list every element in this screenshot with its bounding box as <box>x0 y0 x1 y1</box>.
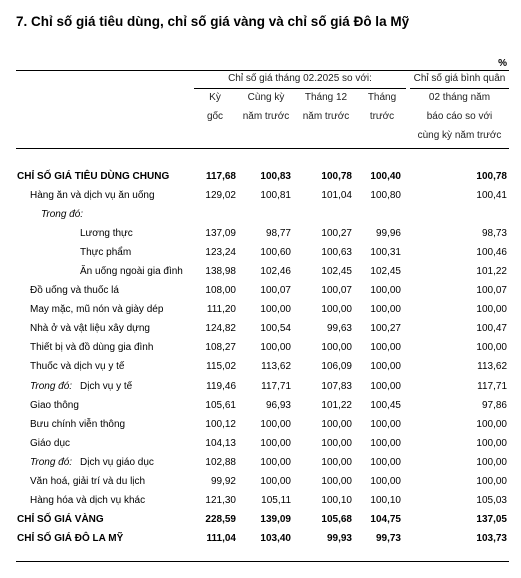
cell-prev-month: 102,45 <box>370 266 401 278</box>
header-group2-line2: 02 tháng năm <box>428 92 491 103</box>
cell-prev-month: 100,10 <box>370 494 401 506</box>
cell-avg: 97,86 <box>481 399 507 411</box>
header-col1-line1: Kỳ <box>209 92 221 103</box>
cell-dec: 99,93 <box>326 532 352 544</box>
table-row <box>0 225 521 244</box>
unit-label: % <box>498 58 507 69</box>
cell-dec: 100,07 <box>321 285 352 297</box>
cell-same-period: 100,00 <box>260 342 291 354</box>
cell-dec: 100,63 <box>321 247 352 259</box>
cell-same-period: 100,00 <box>260 475 291 487</box>
cell-base: 111,20 <box>206 304 236 316</box>
cell-same-period: 100,00 <box>260 456 291 468</box>
cell-same-period: 102,46 <box>260 266 291 278</box>
cell-dec: 101,04 <box>321 190 352 202</box>
header-col1-line2: gốc <box>206 111 224 122</box>
cell-avg: 100,00 <box>476 304 507 316</box>
cell-prev-month: 100,31 <box>370 247 401 259</box>
cell-prev-month: 100,00 <box>370 304 401 316</box>
cell-dec: 107,83 <box>321 380 352 392</box>
cell-same-period: 100,07 <box>260 285 291 297</box>
table-row <box>0 301 521 320</box>
row-label: Ăn uống ngoài gia đình <box>80 266 183 278</box>
row-label: Đồ uống và thuốc lá <box>30 285 119 297</box>
cell-prev-month: 100,00 <box>370 285 401 297</box>
header-col3-line1: Tháng 12 <box>304 92 348 103</box>
table-row <box>0 378 521 397</box>
table-row <box>0 492 521 511</box>
row-label: CHỈ SỐ GIÁ VÀNG <box>17 513 104 525</box>
row-label: Dịch vụ y tế <box>80 380 133 392</box>
row-label: Hàng hóa và dịch vụ khác <box>30 494 146 506</box>
cell-prev-month: 100,00 <box>370 437 401 449</box>
header-group1: Chỉ số giá tháng 02.2025 so với: <box>228 73 372 84</box>
row-label: Giáo dục <box>30 437 71 449</box>
cell-same-period: 100,54 <box>260 323 291 335</box>
header-col4-line1: Tháng <box>367 92 397 103</box>
cell-prev-month: 100,00 <box>370 342 401 354</box>
cell-same-period: 100,83 <box>260 171 291 182</box>
row-label: Nhà ở và vật liệu xây dựng <box>30 323 150 335</box>
cell-base: 108,00 <box>205 285 236 297</box>
cell-base: 228,59 <box>205 513 236 525</box>
cell-prev-month: 99,96 <box>375 228 401 240</box>
row-label: Giao thông <box>30 399 79 411</box>
cell-base: 105,61 <box>205 399 236 411</box>
cell-base: 121,30 <box>205 494 236 506</box>
cell-avg: 100,47 <box>476 323 507 335</box>
row-label: CHỈ SỐ GIÁ ĐÔ LA MỸ <box>17 532 124 544</box>
cell-avg: 100,00 <box>476 456 507 468</box>
cell-dec: 102,45 <box>321 266 352 278</box>
cell-same-period: 139,09 <box>260 513 291 525</box>
cell-same-period: 100,00 <box>260 418 291 430</box>
table-row <box>0 530 521 549</box>
row-label: Bưu chính viễn thông <box>30 418 126 430</box>
cell-prev-month: 100,00 <box>370 380 401 392</box>
cell-dec: 100,00 <box>321 475 352 487</box>
cell-base: 115,02 <box>206 361 236 373</box>
cell-same-period: 100,60 <box>260 247 291 259</box>
cell-prev-month: 100,00 <box>370 418 401 430</box>
cell-base: 119,46 <box>206 380 236 392</box>
table-row <box>0 339 521 358</box>
header-bottom-rule <box>16 148 509 149</box>
cell-same-period: 100,81 <box>260 190 291 202</box>
cell-base: 123,24 <box>205 247 236 259</box>
row-label: Thực phẩm <box>80 247 132 259</box>
table-row <box>0 320 521 339</box>
page-title: 7. Chỉ số giá tiêu dùng, chỉ số giá vàng và chỉ số giá Đô la Mỹ <box>16 14 410 29</box>
row-label: May mặc, mũ nón và giày dép <box>30 304 164 316</box>
cell-dec: 100,00 <box>321 342 352 354</box>
row-label: Hàng ăn và dịch vụ ăn uống <box>30 190 155 202</box>
cell-prev-month: 100,45 <box>370 399 401 411</box>
cell-dec: 100,27 <box>321 228 352 240</box>
cell-dec: 100,00 <box>321 304 352 316</box>
cell-base: 99,92 <box>210 475 236 487</box>
cell-avg: 100,78 <box>476 171 507 182</box>
cell-avg: 100,00 <box>476 475 507 487</box>
table-row <box>0 435 521 454</box>
cell-base: 111,04 <box>206 532 236 544</box>
cell-prev-month: 100,00 <box>370 475 401 487</box>
table-row <box>0 473 521 492</box>
cell-same-period: 113,62 <box>261 361 291 373</box>
cell-prev-month: 100,00 <box>370 361 401 373</box>
cell-base: 117,68 <box>205 171 236 182</box>
header-col2-line2: năm trước <box>242 111 290 122</box>
cell-same-period: 98,77 <box>265 228 291 240</box>
table-row <box>0 282 521 301</box>
row-label: CHỈ SỐ GIÁ TIÊU DÙNG CHUNG <box>17 171 170 182</box>
cell-same-period: 117,71 <box>261 380 291 392</box>
cell-avg: 100,00 <box>476 342 507 354</box>
row-label: Thiết bị và đồ dùng gia đình <box>30 342 154 354</box>
cell-base: 100,12 <box>205 418 236 430</box>
cell-avg: 113,62 <box>477 361 507 373</box>
row-prefix: Trong đó: <box>30 380 73 392</box>
row-label: Thuốc và dịch vụ y tế <box>30 361 125 373</box>
header-group2-line3: báo cáo so với <box>426 111 493 122</box>
cell-same-period: 100,00 <box>260 304 291 316</box>
cell-prev-month: 100,27 <box>370 323 401 335</box>
cell-dec: 101,22 <box>321 399 352 411</box>
header-group2-line4: cùng kỳ năm trước <box>417 130 502 141</box>
cell-avg: 100,46 <box>476 247 507 259</box>
cell-base: 124,82 <box>205 323 236 335</box>
cell-same-period: 100,00 <box>260 437 291 449</box>
cell-same-period: 96,93 <box>265 399 291 411</box>
table-row <box>0 358 521 377</box>
cell-base: 102,88 <box>205 456 236 468</box>
row-label: Lương thực <box>80 228 133 240</box>
cell-avg: 103,73 <box>476 532 507 544</box>
table-row <box>0 206 521 225</box>
cell-avg: 100,00 <box>476 418 507 430</box>
cell-base: 129,02 <box>205 190 236 202</box>
header-col4-line2: trước <box>369 111 395 122</box>
row-label: Trong đó: <box>41 209 84 221</box>
cell-dec: 105,68 <box>321 513 352 525</box>
row-prefix: Trong đó: <box>30 456 73 468</box>
cell-dec: 100,78 <box>321 171 352 182</box>
cell-dec: 106,09 <box>321 361 352 373</box>
cell-prev-month: 100,80 <box>370 190 401 202</box>
row-label: Dịch vụ giáo dục <box>80 456 154 468</box>
cell-avg: 100,00 <box>476 437 507 449</box>
cell-avg: 100,41 <box>476 190 507 202</box>
table-row <box>0 168 521 187</box>
table-row <box>0 511 521 530</box>
cell-same-period: 105,11 <box>261 494 291 506</box>
cell-avg: 137,05 <box>476 513 507 525</box>
table-row <box>0 263 521 282</box>
cell-dec: 100,10 <box>321 494 352 506</box>
cell-dec: 99,63 <box>326 323 352 335</box>
cell-base: 138,98 <box>205 266 236 278</box>
cell-same-period: 103,40 <box>260 532 291 544</box>
cell-avg: 105,03 <box>476 494 507 506</box>
table-row <box>0 397 521 416</box>
cell-avg: 100,07 <box>476 285 507 297</box>
row-label: Văn hoá, giải trí và du lịch <box>30 475 146 487</box>
cell-prev-month: 100,00 <box>370 456 401 468</box>
cell-dec: 100,00 <box>321 418 352 430</box>
cell-prev-month: 100,40 <box>370 171 401 182</box>
cell-base: 104,13 <box>205 437 236 449</box>
table-body <box>0 168 521 549</box>
cell-prev-month: 104,75 <box>370 513 401 525</box>
cell-avg: 117,71 <box>477 380 507 392</box>
table-row <box>0 416 521 435</box>
table-row <box>0 244 521 263</box>
cell-base: 108,27 <box>205 342 236 354</box>
cell-prev-month: 99,73 <box>375 532 401 544</box>
cell-avg: 98,73 <box>481 228 507 240</box>
table-row <box>0 187 521 206</box>
cell-avg: 101,22 <box>476 266 507 278</box>
header-col2-line1: Cùng kỳ <box>247 92 285 103</box>
cell-dec: 100,00 <box>321 437 352 449</box>
table-row <box>0 454 521 473</box>
table-bottom-rule <box>16 561 509 562</box>
header-col3-line2: năm trước <box>302 111 350 122</box>
header-group2-line1: Chỉ số giá bình quân <box>413 73 506 84</box>
cell-base: 137,09 <box>205 228 236 240</box>
cell-dec: 100,00 <box>321 456 352 468</box>
